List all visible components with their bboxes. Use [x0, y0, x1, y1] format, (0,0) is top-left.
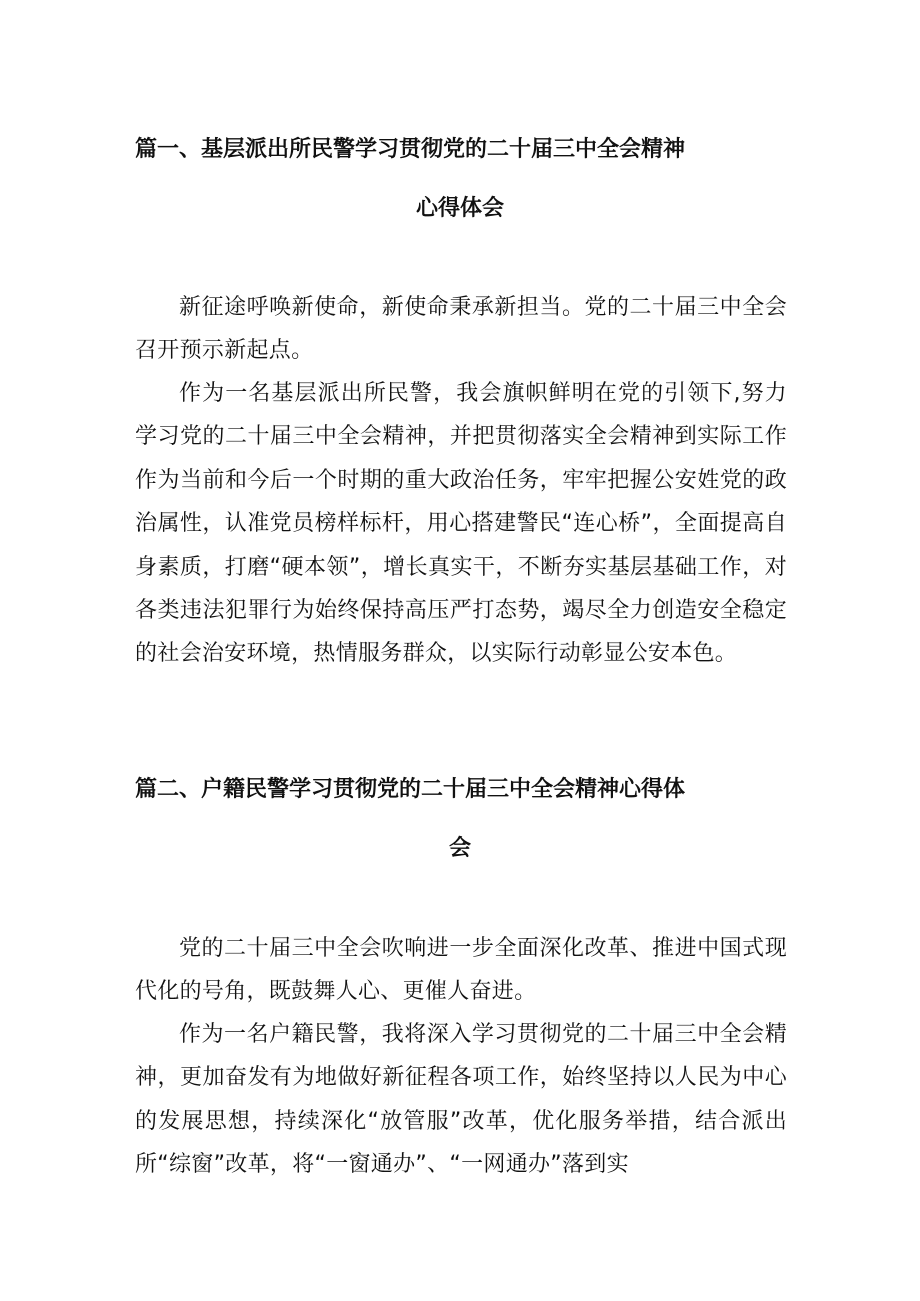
section-1-heading-line-2: 心得体会	[415, 196, 504, 221]
section-2-paragraph-2: 作为一名户籍民警，我将深入学习贯彻党的二十届三中全会精神，更加奋发有为地做好新征程各项工作，始终坚持以人民为中心的发展思想，持续深化“放管服”改革，优化服务举措，结合派出所“综窗”改革，将“一窗通办”、“一网通办”落到实	[135, 1022, 787, 1178]
section-1-paragraph-1: 新征途呼唤新使命，新使命秉承新担当。党的二十届三中全会召开预示新起点。	[135, 295, 787, 364]
section-2-paragraph-1: 党的二十届三中全会吹响进一步全面深化改革、推进中国式现代化的号角，既鼓舞人心、更催人奋进。	[135, 936, 787, 1005]
section-1-paragraph-2: 作为一名基层派出所民警，我会旗帜鲜明在党的引领下,努力学习党的二十届三中全会精神，并把贯彻落实全会精神到实际工作作为当前和今后一个时期的重大政治任务，牢牢把握公安姓党的政治属性，认准党员榜样标杆，用心搭建警民“连心桥”，全面提高自身素质，打磨“硬本领”，增长真实干，不断夯实基层基础工作，对各类违法犯罪行为始终保持高压严打态势，竭尽全力创造安全稳定的社会治安环境，热情服务群众，以实际行动彰显公安本色。	[135, 381, 787, 667]
section-2-heading-line-1: 篇二、户籍民警学习贯彻党的二十届三中全会精神心得体	[135, 777, 686, 802]
section-1-heading-line-1: 篇一、基层派出所民警学习贯彻党的二十届三中全会精神	[135, 137, 686, 162]
section-2-heading-line-2: 会	[448, 836, 471, 861]
